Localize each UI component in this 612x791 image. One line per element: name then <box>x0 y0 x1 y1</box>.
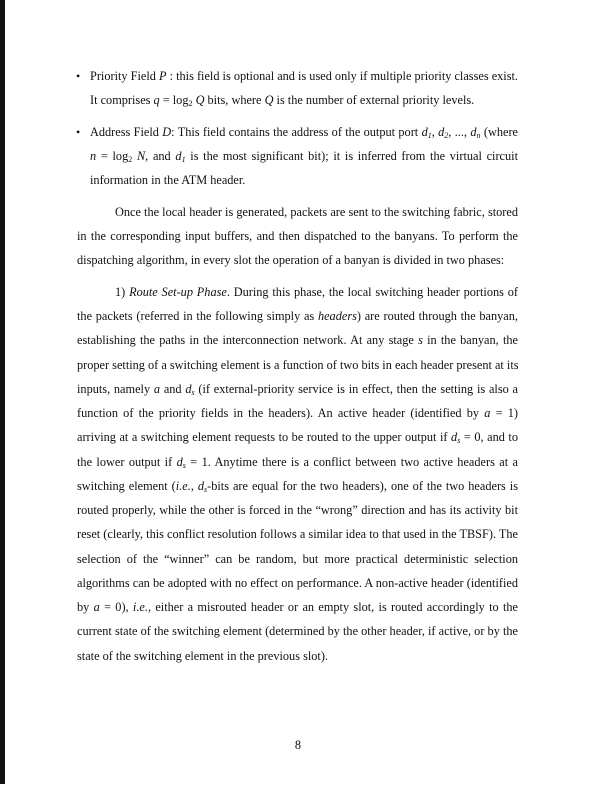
text-segment: s <box>204 485 208 494</box>
text-segment: reset (clearly, this conflict resolution follows a similar idea to that used in the TBSF). The <box>77 527 519 541</box>
text-segment: , <box>431 125 439 139</box>
text-segment: s <box>418 333 423 347</box>
text-line <box>77 382 518 397</box>
text-segment: function of the priority fields in the headers). An active header (identified by <box>77 406 485 420</box>
text-line <box>77 576 518 591</box>
text-segment: dispatching algorithm, in every slot the operation of a banyan is divided in two phases: <box>77 253 505 267</box>
text-segment: d <box>451 430 458 444</box>
text-segment: , either a misrouted header or an empty slot, is routed accordingly to the <box>147 600 518 614</box>
text-segment: and <box>160 382 186 396</box>
text-segment: 2 <box>444 131 449 140</box>
text-segment: the packets (referred in the following simply as <box>77 309 318 323</box>
text-segment: i.e. <box>175 479 191 493</box>
text-line <box>77 253 518 268</box>
text-segment: P <box>159 69 167 83</box>
text-segment: 1 <box>427 131 432 140</box>
text-segment: d <box>421 125 428 139</box>
text-segment: N <box>136 149 146 163</box>
text-segment: state of the switching element in the previous slot). <box>77 649 329 663</box>
text-line <box>77 205 518 220</box>
text-line <box>77 309 518 324</box>
text-segment: Address Field <box>90 125 163 139</box>
text-segment: 1 <box>181 155 186 164</box>
text-segment: s <box>457 436 461 445</box>
text-segment: selection of the “winner” can be random, but more practical deterministic selection <box>77 552 518 566</box>
text-segment: , ..., <box>448 125 471 139</box>
text-segment: n <box>476 131 481 140</box>
text-line <box>90 125 518 140</box>
text-line <box>77 430 518 445</box>
text-segment: a <box>484 406 491 420</box>
text-segment: i.e. <box>132 600 148 614</box>
text-segment: = 0), <box>99 600 133 614</box>
bullet-icon: • <box>76 125 81 139</box>
text-segment: is the number of external priority levels. <box>273 93 475 107</box>
text-line <box>90 93 518 108</box>
text-line <box>77 503 518 518</box>
text-segment: arriving at a switching element requests to be routed to the upper output if <box>77 430 452 444</box>
text-segment: , and <box>145 149 176 163</box>
text-line <box>77 552 518 567</box>
text-segment: d <box>175 149 182 163</box>
text-segment: ) are routed through the banyan, <box>356 309 518 323</box>
text-segment: headers <box>317 309 357 323</box>
bullet-icon: • <box>76 69 81 83</box>
text-segment: Route Set-up Phase <box>129 285 227 299</box>
text-segment: inputs, namely <box>77 382 154 396</box>
text-segment: 1) <box>115 285 130 299</box>
text-segment: = log <box>159 93 189 107</box>
text-segment: Once the local header is generated, packets are sent to the switching fabric, stored <box>115 205 518 219</box>
text-line <box>77 479 518 494</box>
text-segment: Priority Field <box>90 69 160 83</box>
text-line <box>90 149 518 164</box>
text-segment: Q <box>195 93 205 107</box>
text-segment: switching element ( <box>77 479 176 493</box>
text-segment: d <box>185 382 192 396</box>
text-line <box>77 455 518 470</box>
text-line <box>77 624 518 639</box>
text-segment: proper setting of a switching element is a function of two bits in each header present at its <box>77 358 519 372</box>
text-line <box>77 285 518 300</box>
text-line <box>90 69 518 84</box>
text-segment: q <box>153 93 160 107</box>
text-segment: information in the ATM header. <box>90 173 246 187</box>
text-segment: = 1. Anytime there is a conflict between two active headers at a <box>185 455 518 469</box>
page-number: 8 <box>294 738 302 752</box>
text-segment: routed properly, while the other is forced in the “wrong” direction and has its activity bit <box>77 503 518 517</box>
text-segment: = log <box>96 149 129 163</box>
text-segment: s <box>182 461 186 470</box>
text-line <box>77 649 518 664</box>
text-line <box>77 600 518 615</box>
text-segment: . During this phase, the local switching header portions of <box>226 285 518 299</box>
text-segment: in the banyan, the <box>422 333 518 347</box>
text-segment: by <box>77 600 94 614</box>
text-segment: , <box>190 479 198 493</box>
text-segment: (if external-priority service is in effect, then the setting is also a <box>194 382 519 396</box>
text-segment: Q <box>264 93 274 107</box>
text-line <box>77 333 518 348</box>
text-segment: bits, where <box>204 93 265 107</box>
text-segment: the lower output if <box>77 455 177 469</box>
text-line <box>77 358 518 373</box>
text-segment: algorithms can be adopted with no effect on performance. A non-active header (identified <box>77 576 518 590</box>
text-segment: in the corresponding input buffers, and then dispatched to the banyans. To perform the <box>77 229 518 243</box>
text-line <box>90 173 518 188</box>
text-segment: 2 <box>188 99 193 108</box>
text-segment: 2 <box>128 155 133 164</box>
text-segment: d <box>197 479 205 493</box>
text-line <box>77 229 518 244</box>
text-segment: It comprises <box>90 93 154 107</box>
text-segment: -bits are equal for the two headers), one of the two headers is <box>207 479 519 493</box>
text-segment: establishing the paths in the interconnection network. At any stage <box>77 333 419 347</box>
text-segment: is the most significant bit); it is inferred from the virtual circuit <box>185 149 518 163</box>
text-segment: n <box>90 149 97 163</box>
scan-border <box>0 0 5 784</box>
text-segment: = 0, and to <box>460 430 518 444</box>
text-segment: (where <box>480 125 518 139</box>
text-segment: s <box>191 388 195 397</box>
text-segment: d <box>470 125 477 139</box>
text-segment: : this field is optional and is used only if multiple priority classes exist. <box>166 69 518 83</box>
text-segment: a <box>93 600 100 614</box>
text-line <box>77 527 518 542</box>
text-segment: = 1) <box>490 406 518 420</box>
text-segment: d <box>438 125 445 139</box>
text-segment: current state of the switching element (determined by the other header, if active, or by the <box>77 624 518 638</box>
text-segment: D <box>162 125 172 139</box>
text-segment: : This field contains the address of the output port <box>171 125 422 139</box>
text-line <box>77 406 518 421</box>
text-segment: d <box>176 455 183 469</box>
text-segment: a <box>153 382 161 396</box>
